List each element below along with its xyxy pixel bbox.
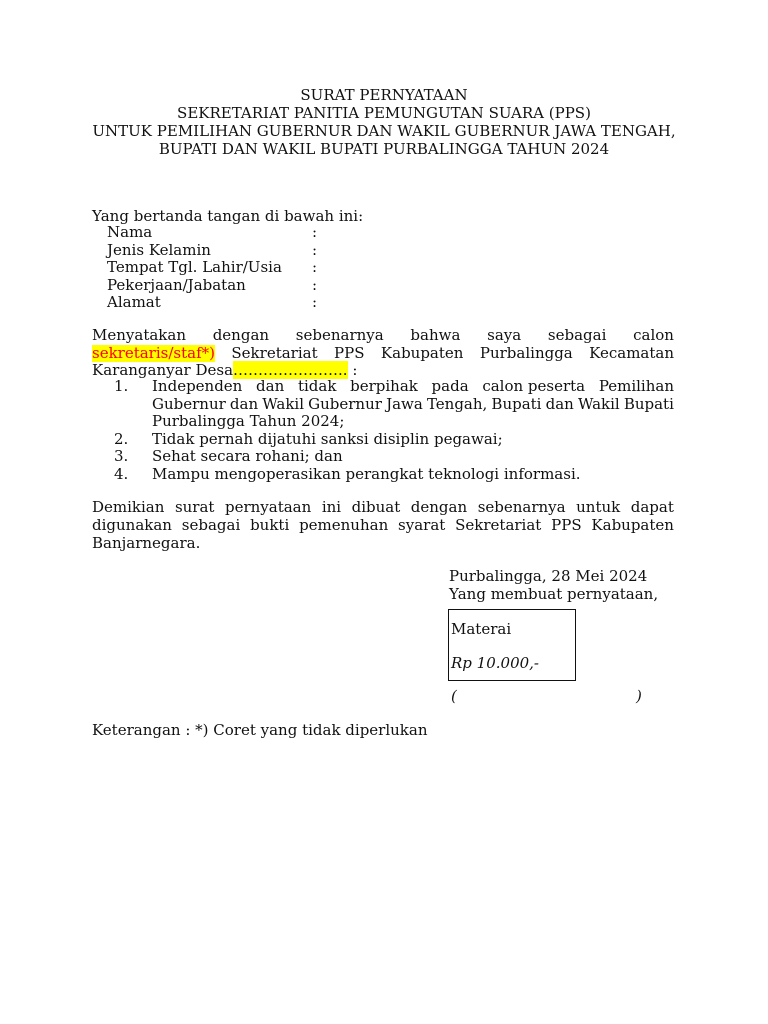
word: sebenarnya (477, 498, 566, 516)
word: Wakil (262, 394, 305, 413)
word: Wakil (577, 394, 620, 413)
field-colon: : (312, 223, 318, 241)
title-line-1: SURAT PERNYATAAN (300, 86, 468, 104)
list-number: 3. (114, 447, 129, 465)
word: pemenuhan (299, 516, 389, 534)
field-label: Pekerjaan/Jabatan (107, 275, 246, 294)
req1-line-2 (152, 396, 674, 414)
role-highlight: sekretaris/staf*) (92, 343, 215, 362)
word: bukti (250, 516, 290, 534)
list-item (92, 431, 674, 449)
word: calon peserta (482, 377, 586, 395)
closing-line-1 (92, 498, 674, 516)
word: saya (487, 326, 522, 344)
statement-paragraph (92, 327, 674, 380)
word: Gubernur (152, 394, 226, 413)
place-date: Purbalingga, 28 Mei 2024 (449, 567, 648, 585)
list-number: 2. (114, 429, 129, 448)
word: dibuat (351, 498, 401, 516)
word: Sekretariat (455, 516, 542, 534)
village-prefix: Karanganyar Desa (92, 361, 234, 379)
field-colon: : (312, 293, 318, 311)
word: Pemilihan (598, 377, 674, 395)
field-colon: : (312, 240, 318, 259)
word: dengan (410, 498, 468, 516)
materai-amount: Rp 10.000,- (451, 654, 539, 672)
word: dan (545, 394, 574, 413)
document-title (0, 86, 768, 158)
statement-line-1 (92, 327, 674, 345)
maker-label: Yang membuat pernyataan, (449, 585, 659, 603)
footnote: Keterangan : *) Coret yang tidak diperlukan (92, 721, 428, 739)
word: tidak (297, 377, 337, 395)
word: berpihak (350, 377, 418, 395)
field-label: Alamat (107, 293, 161, 311)
field-label: Jenis Kelamin (107, 240, 211, 259)
word: pada (431, 377, 469, 395)
word: Kabupaten (591, 516, 674, 534)
signature-block (449, 567, 658, 603)
closing-paragraph (92, 498, 674, 552)
word: dan (256, 377, 285, 395)
req1-line-3: Purbalingga Tahun 2024; (152, 412, 345, 430)
word: calon (633, 326, 674, 344)
word: Independen (152, 377, 243, 395)
word: dan (229, 394, 259, 413)
list-item-text: Tidak pernah dijatuhi sanksi disiplin pegawai; (152, 429, 503, 448)
field-colon: : (312, 275, 318, 294)
list-item-text: Mampu mengoperasikan perangkat teknologi informasi. (152, 464, 581, 483)
list-item (92, 448, 674, 466)
list-item (92, 466, 674, 484)
req1-line-1 (152, 378, 674, 396)
word: dengan (212, 326, 270, 344)
word: Tengah, (426, 394, 488, 413)
word: sebagai (181, 516, 241, 534)
word: ini (321, 498, 342, 516)
field-label: Nama (107, 223, 153, 241)
field-colon: : (312, 258, 318, 276)
word: Bupati (623, 394, 674, 413)
field-row-occupation (107, 277, 332, 295)
word: Sekretariat (231, 343, 318, 362)
word: dapat (630, 498, 674, 516)
field-label: Tempat Tgl. Lahir/Usia (107, 258, 282, 276)
village-dots: ………………….. (233, 361, 348, 379)
word: Kabupaten (380, 343, 464, 362)
requirements-list (92, 378, 674, 483)
list-item (92, 378, 674, 431)
word: Jawa (386, 394, 423, 413)
statement-line-2 (92, 345, 674, 363)
village-suffix: : (347, 361, 358, 379)
list-number: 4. (114, 464, 129, 483)
field-row-gender (107, 242, 332, 260)
word: PPS (551, 516, 582, 534)
word: syarat (398, 516, 446, 534)
title-line-2: SEKRETARIAT PANITIA PEMUNGUTAN SUARA (PPS) (177, 104, 591, 122)
materai-label: Materai (451, 620, 512, 638)
word: pernyataan (224, 498, 312, 516)
title-line-4: BUPATI DAN WAKIL BUPATI PURBALINGGA TAHUN 2024 (158, 140, 610, 158)
word: Gubernur (308, 394, 382, 413)
list-item-text (152, 378, 674, 431)
intro-text: Yang bertanda tangan di bawah ini: (92, 207, 364, 225)
list-item-text: Sehat secara rohani; dan (152, 447, 343, 465)
closing-line-3: Banjarnegara. (92, 534, 201, 552)
word: untuk (576, 498, 621, 516)
identity-fields (107, 224, 332, 312)
stamp-duty-box (448, 609, 576, 681)
word: digunakan (92, 516, 172, 534)
word: Kecamatan (589, 343, 674, 362)
word: Demikian (92, 498, 165, 516)
word: sebagai (547, 326, 607, 344)
signature-name-close-paren: ) (636, 687, 642, 705)
closing-line-2 (92, 516, 674, 534)
list-number: 1. (114, 377, 129, 395)
word: surat (174, 498, 215, 516)
field-row-birth (107, 259, 332, 277)
word: Purbalingga (479, 343, 573, 362)
title-line-3: UNTUK PEMILIHAN GUBERNUR DAN WAKIL GUBERNUR JAWA TENGAH, (92, 122, 676, 140)
field-row-name (107, 224, 332, 242)
signature-name-open-paren: ( (451, 687, 457, 705)
word: sebenarnya (295, 326, 384, 344)
word: PPS (334, 343, 365, 362)
field-row-address (107, 294, 332, 312)
word: Menyatakan (92, 326, 186, 344)
word: Bupati (491, 394, 542, 413)
word: bahwa (410, 326, 461, 344)
